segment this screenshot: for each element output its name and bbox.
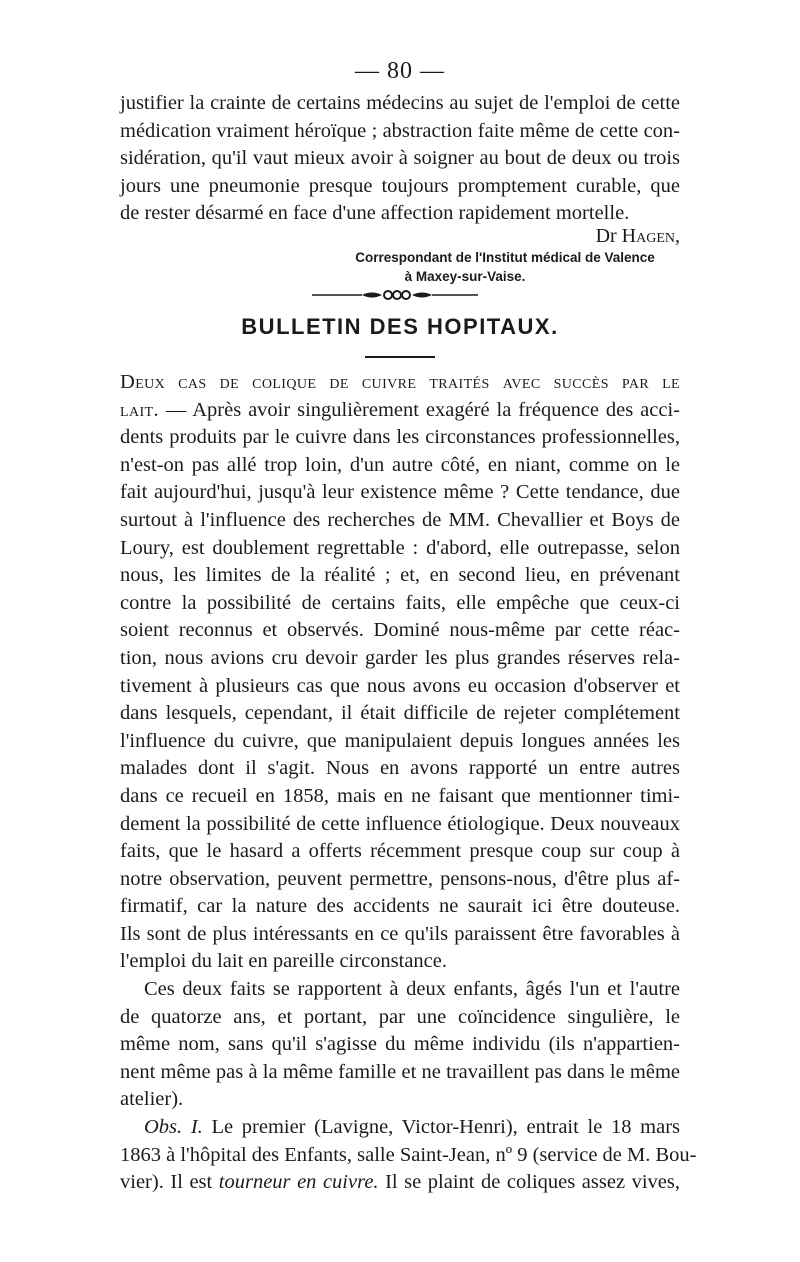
text-line: dents produits par le cuivre dans les circonstances professionnelles, bbox=[120, 426, 680, 449]
text-line: tion, nous avions cru devoir garder les plus grandes réserves rela- bbox=[120, 646, 680, 669]
text-line: soient reconnus et observés. Dominé nous-même par cette réac- bbox=[120, 619, 680, 642]
text-line: de quatorze ans, et portant, par une coïncidence singulière, le bbox=[120, 1005, 680, 1028]
author-signature bbox=[596, 225, 680, 248]
author-affiliation-line: à Maxey-sur-Vaise. bbox=[404, 269, 526, 284]
text-line: jours une pneumonie presque toujours promptement curable, que bbox=[120, 174, 680, 197]
article-title-line: Deux cas de colique de cuivre traités avec succès par le bbox=[120, 371, 680, 393]
page-number: — 80 — bbox=[355, 58, 445, 84]
article-text-start: — Après avoir singulièrement exagéré la fréquence des acci- bbox=[159, 398, 680, 421]
text-line: fait aujourd'hui, jusqu'à leur existence même ? Cette tendance, due bbox=[120, 481, 680, 504]
text-line: l'influence du cuivre, que manipulaient depuis longues années les bbox=[120, 729, 680, 752]
observation-emphasis: tourneur en cuivre. bbox=[218, 1171, 379, 1194]
text-line: nous, les limites de la réalité ; et, en second lieu, en prévenant bbox=[120, 564, 680, 587]
observation-text: Le premier (Lavigne, Victor-Henri), entrait le 18 mars bbox=[202, 1116, 680, 1139]
text-line: notre observation, peuvent permettre, pensons-nous, d'être plus af- bbox=[120, 867, 680, 890]
top-paragraph bbox=[120, 90, 680, 228]
text-line: dement la possibilité de cette influence étiologique. Deux nouveaux bbox=[120, 812, 680, 835]
text-line: l'emploi du lait en pareille circonstance. bbox=[120, 950, 448, 973]
ornament-divider-icon bbox=[312, 288, 478, 302]
title-rule bbox=[365, 356, 435, 358]
text-line: Loury, est doublement regrettable : d'abord, elle outrepasse, selon bbox=[120, 536, 680, 559]
article-title-end: lait. bbox=[120, 398, 160, 421]
observation-text: vier). Il est bbox=[120, 1171, 219, 1194]
text-line: dans lesquels, cependant, il était difficile de rejeter complétement bbox=[120, 702, 680, 725]
text-line: médication vraiment héroïque ; abstraction faite même de cette con- bbox=[120, 119, 680, 142]
section-title: BULLETIN DES HOPITAUX. bbox=[241, 314, 559, 339]
text-line: n'est-on pas allé trop loin, d'un autre côté, en niant, comme on le bbox=[120, 453, 680, 476]
observation-line bbox=[120, 1169, 680, 1197]
text-line: sidération, qu'il vaut mieux avoir à soigner au bout de deux ou trois bbox=[120, 147, 680, 170]
article-title-line bbox=[120, 397, 680, 425]
text-line: atelier). bbox=[120, 1088, 184, 1111]
text-line: surtout à l'influence des recherches de MM. Chevallier et Boys de bbox=[120, 508, 680, 531]
text-line: Ces deux faits se rapportent à deux enfants, âgés l'un et l'autre bbox=[144, 978, 680, 1001]
article-body bbox=[120, 369, 697, 1197]
text-line: Ils sont de plus intéressants en ce qu'ils paraissent être favorables à bbox=[120, 922, 680, 945]
text-line: 1863 à l'hôpital des Enfants, salle Saint-Jean, nº 9 (service de M. Bou- bbox=[120, 1143, 697, 1166]
text-line: firmatif, car la nature des accidents ne saurait ici être douteuse. bbox=[120, 895, 680, 918]
observation-text: Il se plaint de coliques assez vives, bbox=[378, 1171, 680, 1194]
text-line: nent même pas à la même famille et ne travaillent pas dans le même bbox=[120, 1060, 680, 1083]
signature-prefix: Dr bbox=[595, 225, 617, 247]
text-line: même nom, sans qu'il s'agisse du même individu (ils n'appartien- bbox=[120, 1033, 680, 1056]
text-line: malades dont il s'agit. Nous en avons rapporté un entre autres bbox=[120, 757, 680, 780]
text-line: justifier la crainte de certains médecins au sujet de l'emploi de cette bbox=[120, 92, 680, 114]
observation-label: Obs. I. bbox=[144, 1116, 203, 1139]
author-affiliation-line: Correspondant de l'Institut médical de Valence bbox=[355, 250, 655, 265]
text-line: dans ce recueil en 1858, mais en ne faisant que mentionner timi- bbox=[120, 784, 680, 807]
signature-name: Hagen, bbox=[621, 225, 680, 247]
text-line: de rester désarmé en face d'une affection rapidement mortelle. bbox=[120, 202, 630, 225]
text-line: faits, que le hasard a offerts récemment presque coup sur coup à bbox=[120, 840, 680, 863]
text-line: tivement à plusieurs cas que nous avons eu occasion d'observer et bbox=[120, 674, 680, 697]
observation-line bbox=[120, 1114, 680, 1142]
text-line: contre la possibilité de certains faits, elle empêche que ceux-ci bbox=[120, 591, 680, 614]
